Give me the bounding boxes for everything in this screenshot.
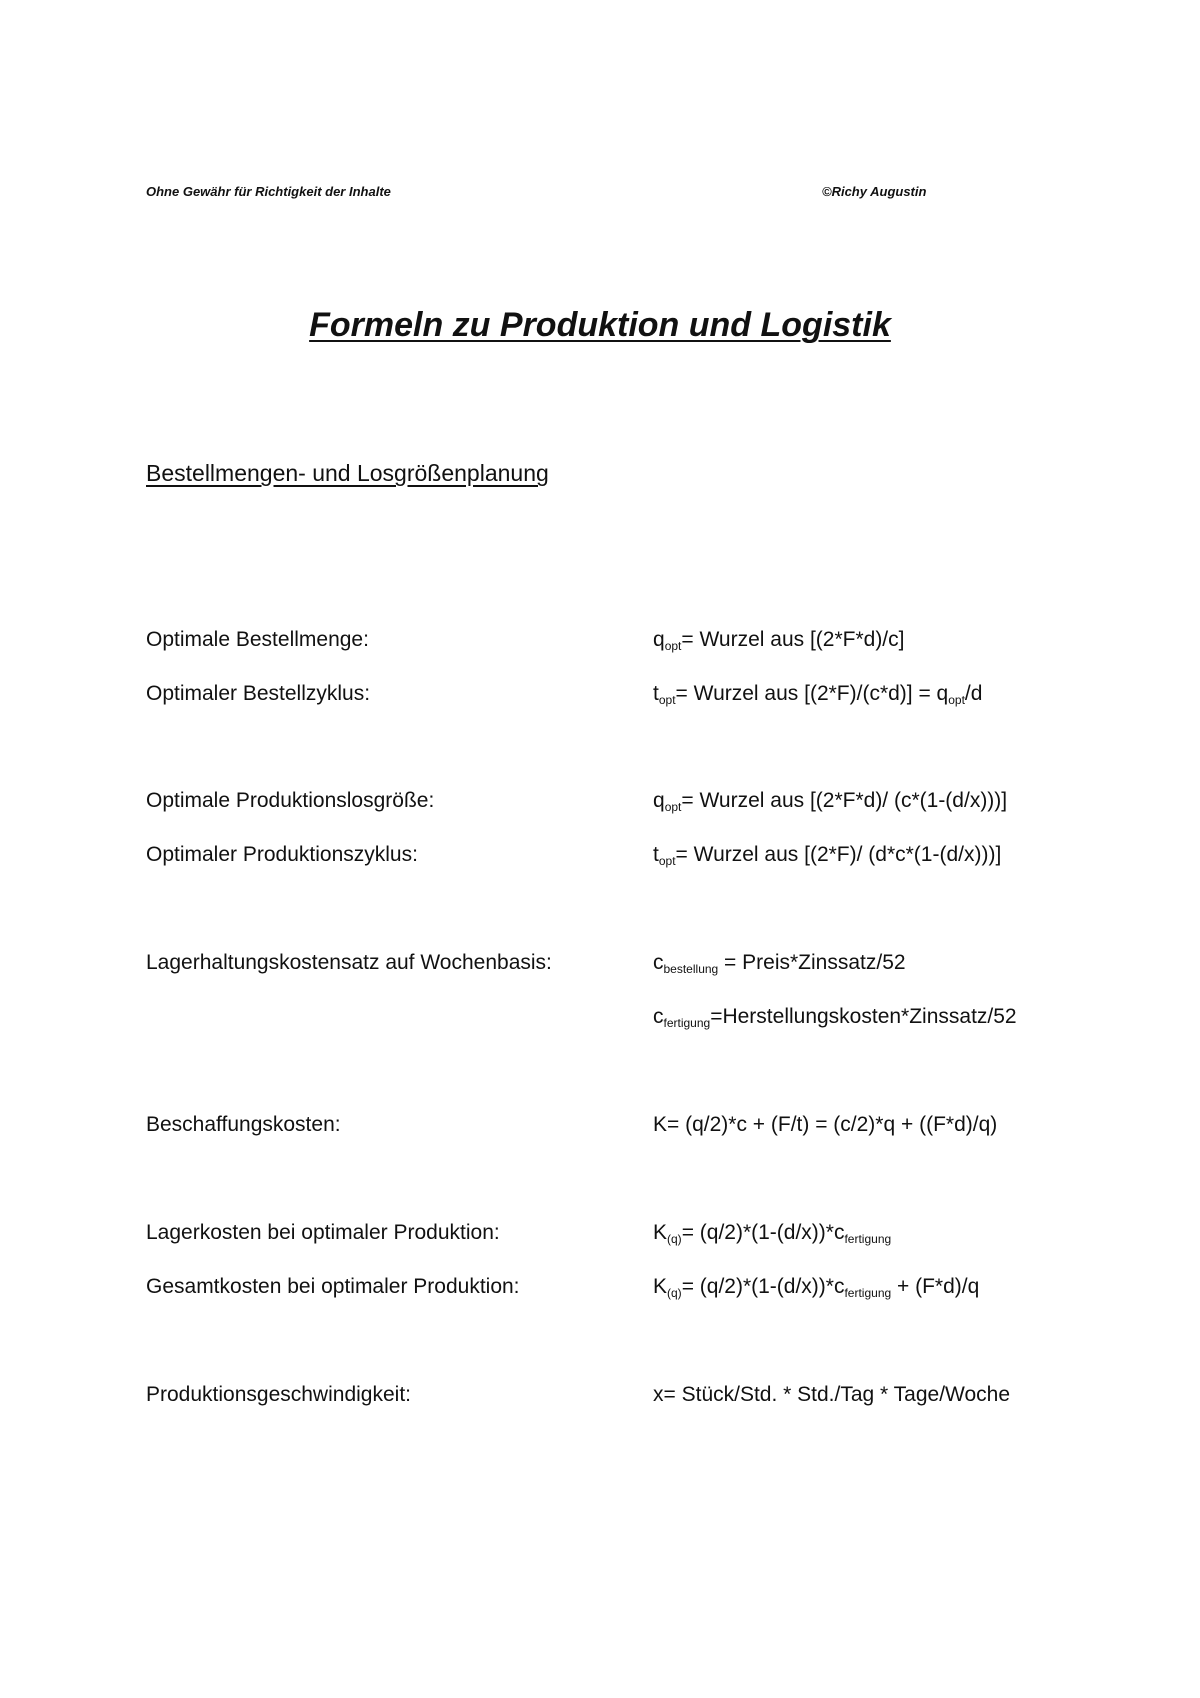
formula-label: Lagerhaltungskostensatz auf Wochenbasis:: [146, 951, 552, 974]
formula-subscript: (q): [667, 1286, 682, 1300]
section-heading: Bestellmengen- und Losgrößenplanung: [146, 460, 549, 486]
header-copyright: ©Richy Augustin: [822, 184, 927, 199]
formula-subscript: bestellung: [663, 962, 719, 976]
formula-label: Gesamtkosten bei optimaler Produktion:: [146, 1275, 520, 1298]
formula-label: Lagerkosten bei optimaler Produktion:: [146, 1221, 500, 1244]
formula-expression: $K_{(q)}= (q/2)*(1-(d/x))*c_{fertigung}$: [653, 1221, 892, 1246]
formula-expression: $t_{opt}=$ Wurzel aus [(2*F)/ (d*c*(1-(d/x)))]: [653, 843, 1002, 868]
formula-expression: $q_{opt}=$ Wurzel aus [(2*F*d)/ (c*(1-(d/x)))]: [653, 789, 1008, 814]
formula-subscript: fertigung: [844, 1232, 892, 1246]
formula-label: Optimale Bestellmenge:: [146, 628, 369, 651]
formula-subscript: (q): [667, 1232, 682, 1246]
formula-expression: $c_{fertigung}=Herstellungskosten*Zinssatz/52$: [653, 1005, 1017, 1030]
formula-subscript: opt: [664, 639, 682, 653]
formula-expression: x= Stück/Std. * Std./Tag * Tage/Woche: [653, 1383, 1011, 1406]
formula-label: Produktionsgeschwindigkeit:: [146, 1383, 411, 1406]
formula-subscript: opt: [658, 693, 676, 707]
formula-label: Optimale Produktionslosgröße:: [146, 789, 435, 812]
formula-expression: K= (q/2)*c + (F/t) = (c/2)*q + ((F*d)/q): [653, 1113, 998, 1136]
header-disclaimer: Ohne Gewähr für Richtigkeit der Inhalte: [146, 184, 391, 199]
formula-subscript: opt: [664, 800, 682, 814]
formula-label: Optimaler Produktionszyklus:: [146, 843, 418, 866]
formula-subscript: fertigung: [844, 1286, 892, 1300]
formula-expression: $K_{(q)}= (q/2)*(1-(d/x))*c_{fertigung} + (F*d)/q$: [653, 1275, 980, 1300]
formula-subscript: opt: [948, 693, 965, 707]
formula-subscript: opt: [658, 854, 676, 868]
document-title: Formeln zu Produktion und Logistik: [309, 306, 891, 344]
formula-expression: $q_{opt}=$ Wurzel aus [(2*F*d)/c]: [653, 628, 905, 653]
formula-expression: $c_{bestellung}$ = Preis*Zinssatz/52: [653, 951, 906, 976]
formula-subscript: fertigung: [663, 1016, 711, 1030]
formula-label: Beschaffungskosten:: [146, 1113, 341, 1136]
formula-label: Optimaler Bestellzyklus:: [146, 682, 371, 705]
formula-expression: $t_{opt}=$ Wurzel aus $[(2*F)/(c*d)] = q_{opt}/d$: [653, 682, 983, 707]
